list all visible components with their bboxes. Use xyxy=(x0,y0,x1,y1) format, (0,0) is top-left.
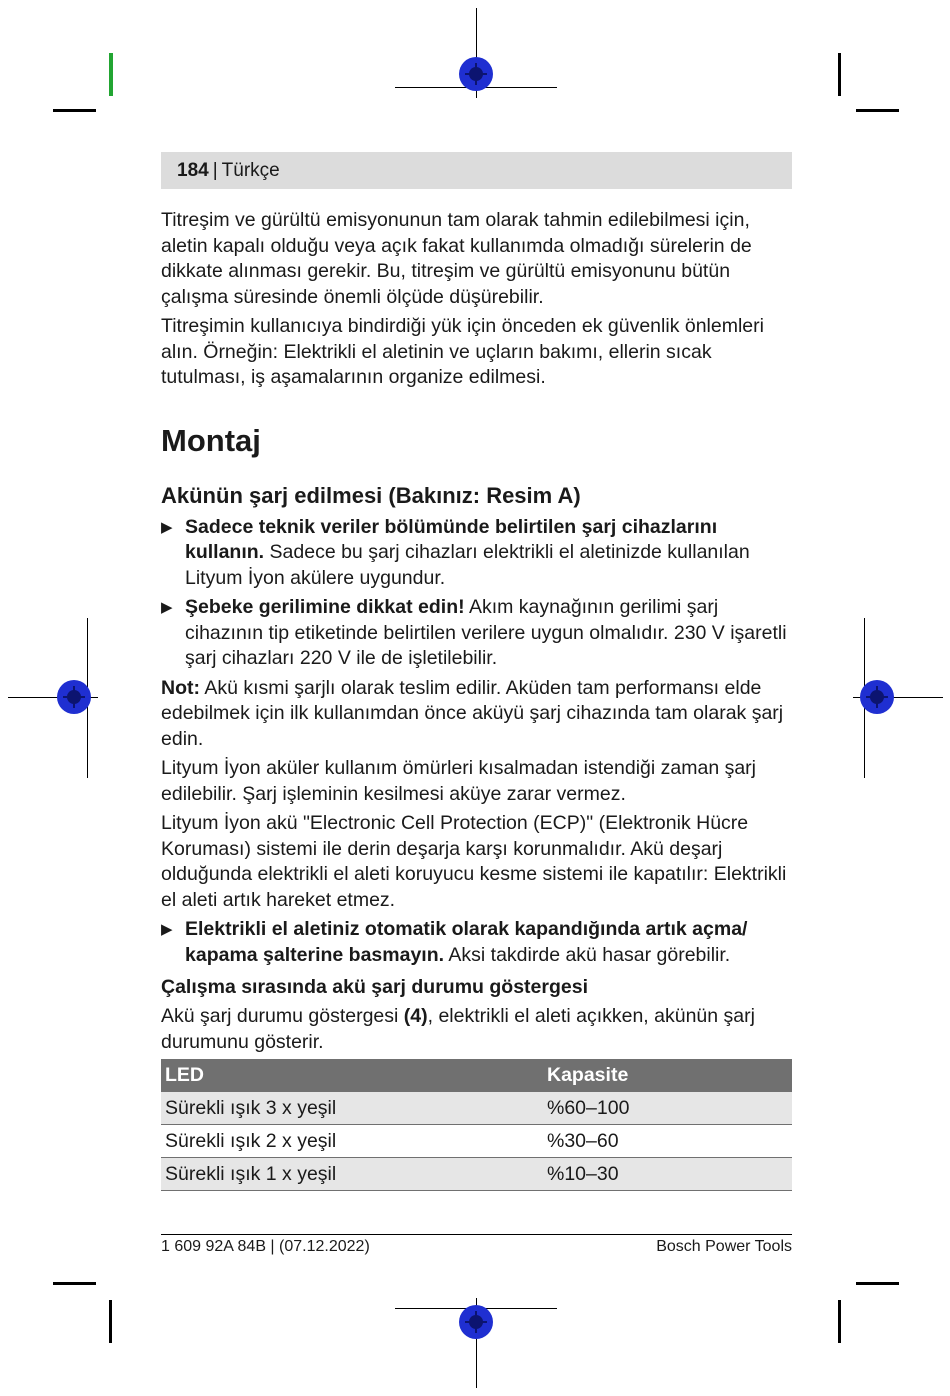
section-title: Montaj xyxy=(161,422,261,458)
footer-brand: Bosch Power Tools xyxy=(656,1238,792,1255)
warning-bullet-1 xyxy=(161,515,792,592)
note-label: Not: xyxy=(161,676,200,699)
table-header-led: LED xyxy=(161,1059,543,1092)
bullet-2-text: Akım kaynağının gerilimi şarj cihazının tip etiketinde belirtilen verilere uygun olmalıdır. 230 V işaretli şarj cihazları 220 V ile de işletilebilir. xyxy=(185,596,787,669)
triangle-right-icon: ▶ xyxy=(161,921,173,938)
crop-mark-top-left-horizontal xyxy=(53,109,96,112)
warning-bullet-2 xyxy=(161,595,792,672)
registration-mark-icon xyxy=(57,680,91,714)
crop-mark-bottom-right-vertical xyxy=(838,1300,841,1343)
header-language: Türkçe xyxy=(221,159,280,181)
paragraph-5-ref: (4) xyxy=(403,1005,428,1027)
bullet-2-bold: Şebeke gerilimine dikkat edin! xyxy=(185,596,465,618)
bullet-1-bold: Sadece teknik veriler bölümünde belirtilen şarj cihazlarını kullanın. xyxy=(185,515,718,563)
registration-mark-icon xyxy=(860,680,894,714)
footer-document-id: 1 609 92A 84B | (07.12.2022) xyxy=(161,1238,370,1255)
crop-mark-bottom-left-vertical xyxy=(109,1300,112,1343)
triangle-right-icon: ▶ xyxy=(161,518,173,536)
table-cell-led: Sürekli ışık 1 x yeşil xyxy=(161,1158,543,1191)
crop-mark-bottom-left-horizontal xyxy=(53,1282,96,1285)
table-row xyxy=(161,1092,792,1125)
registration-mark-icon xyxy=(459,57,493,91)
intro-paragraph-1: Titreşim ve gürültü emisyonunun tam olarak tahmin edilebilmesi için, aletin kapalı olduğu veya açık fakat kullanımda olmadığı sürelerin de dikkate alınması gerekir. Bu, titreşim ve gürültü emisyonunu bütün çalışma süresinde önemli ölçüde düşürebilir. xyxy=(161,209,752,308)
table-cell-capacity: %30–60 xyxy=(543,1125,792,1158)
crop-mark-top-right-vertical xyxy=(838,53,841,96)
crop-mark-top-right-horizontal xyxy=(856,109,899,112)
warning-bullet-3 xyxy=(161,917,792,968)
paragraph-5-a: Akü şarj durumu göstergesi xyxy=(161,1005,404,1027)
crop-mark-bottom-right-horizontal xyxy=(856,1282,899,1285)
color-bar-mark xyxy=(109,53,113,96)
table-row xyxy=(161,1125,792,1158)
page-footer xyxy=(161,1234,792,1256)
table-header-capacity: Kapasite xyxy=(543,1059,792,1092)
table-cell-led: Sürekli ışık 2 x yeşil xyxy=(161,1125,543,1158)
page-content xyxy=(161,152,792,1191)
section-subtitle: Akünün şarj edilmesi (Bakınız: Resim A) xyxy=(161,482,581,508)
table-header-row xyxy=(161,1059,792,1092)
subheading: Çalışma sırasında akü şarj durumu göstergesi xyxy=(161,976,588,998)
paragraph-5-b: , elektrikli el aleti açıkken, akünün şarj durumunu gösterir. xyxy=(161,1005,755,1053)
header-separator: | xyxy=(212,159,218,181)
triangle-right-icon: ▶ xyxy=(161,599,173,616)
paragraph-3: Lityum İyon aküler kullanım ömürleri kısalmadan istendiği zaman şarj edilebilir. Şarj işleminin kesilmesi aküye zarar vermez. xyxy=(161,757,756,805)
note-paragraph xyxy=(161,676,792,753)
page-number: 184 xyxy=(177,159,209,181)
page-header xyxy=(161,152,792,189)
table-cell-capacity: %60–100 xyxy=(543,1092,792,1125)
registration-mark-icon xyxy=(459,1305,493,1339)
bullet-3-text: Aksi takdirde akü hasar görebilir. xyxy=(444,943,731,966)
paragraph-5 xyxy=(161,1004,792,1055)
note-text: Akü kısmi şarjlı olarak teslim edilir. Aküden tam performansı elde edebilmek için ilk kullanımdan önce aküyü şarj cihazında tam olarak şarj edin. xyxy=(161,676,784,750)
table-cell-capacity: %10–30 xyxy=(543,1158,792,1191)
charge-status-table xyxy=(161,1059,792,1191)
paragraph-4: Lityum İyon akü "Electronic Cell Protection (ECP)" (Elektronik Hücre Koruması) sistemi ile derin deşarja karşı korunmalıdır. Akü deşarj olduğunda elektrikli el aleti koruyucu kesme sistemi ile kapatılır: Elektrikli el aleti artık hareket etmez. xyxy=(161,812,787,911)
bullet-3-bold: Elektrikli el aletiniz otomatik olarak kapandığında artık açma/ kapama şalterine basmayın. xyxy=(185,918,748,966)
bullet-1-text: Sadece bu şarj cihazları elektrikli el aletinizde kullanılan Lityum İyon akülere uygundur. xyxy=(185,541,750,589)
intro-paragraph-2: Titreşimin kullanıcıya bindirdiği yük için önceden ek güvenlik önlemleri alın. Örneğin: Elektrikli el aletinin ve uçların bakımı, ellerin sıcak tutulması, iş aşamalarının organize edilmesi. xyxy=(161,315,764,388)
table-cell-led: Sürekli ışık 3 x yeşil xyxy=(161,1092,543,1125)
table-row xyxy=(161,1158,792,1191)
